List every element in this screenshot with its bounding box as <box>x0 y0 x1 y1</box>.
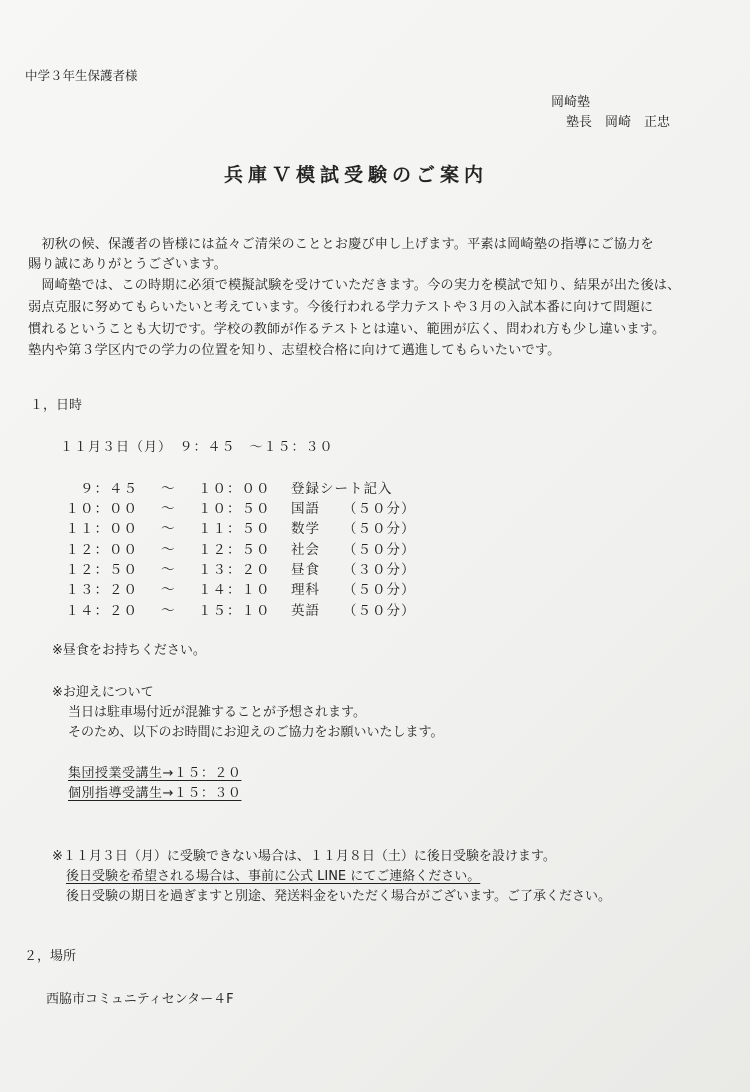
subject: 登録シート記入 <box>291 481 393 497</box>
intro-line: 塾内や第３学区内での学力の位置を知り、志望校合格に向けて邁進してもらいたいです。 <box>28 343 561 358</box>
duration: （３０分） <box>343 562 416 578</box>
end-time: １１：５０ <box>198 521 271 537</box>
section-heading-datetime: １，日時 <box>30 398 83 413</box>
pickup-heading: ※お迎えについて <box>52 685 154 700</box>
schedule-row <box>58 517 418 537</box>
end-time: １２：５０ <box>198 542 271 558</box>
intro-line: 弱点克服に努めてもらいたいと考えています。今後行われる学力テストや３月の入試本番に向けて問題に <box>28 300 654 315</box>
end-time: １０：５０ <box>198 501 271 517</box>
subject: 昼食 <box>291 562 320 578</box>
start-time: １１：００ <box>65 521 138 537</box>
organization-name: 岡崎塾 <box>551 95 591 110</box>
tilde: ～ <box>161 501 176 517</box>
intro-line: 岡崎塾では、この時期に必須で模擬試験を受けていただきます。今の実力を模試で知り、結果が出た後は、 <box>28 278 681 293</box>
duration: （５０分） <box>343 501 416 517</box>
end-time: １５：１０ <box>198 603 271 619</box>
subject: 国語 <box>291 501 320 517</box>
tilde: ～ <box>161 521 176 537</box>
makeup-exam-note: ※１１月３日（月）に受験できない場合は、１１月８日（土）に後日受験を設けます。 <box>52 849 556 864</box>
subject: 英語 <box>291 603 320 619</box>
intro-line: 初秋の候、保護者の皆様には益々ご清栄のこととお慶び申し上げます。平素は岡崎塾の指導にご協力を <box>28 237 654 252</box>
subject: 数学 <box>291 521 320 537</box>
tilde: ～ <box>161 481 176 497</box>
end-time: １０：００ <box>198 481 271 497</box>
duration: （５０分） <box>343 521 416 537</box>
duration: （５０分） <box>343 603 416 619</box>
start-time: １４：２０ <box>65 603 138 619</box>
duration: （５０分） <box>343 542 416 558</box>
start-time: １２：００ <box>65 542 138 558</box>
schedule-row <box>58 578 418 598</box>
pickup-note: そのため、以下のお時間にお迎えのご協力をお願いいたします。 <box>68 725 444 740</box>
makeup-exam-contact: 後日受験を希望される場合は、事前に公式 LINE にてご連絡ください。 <box>66 869 481 884</box>
tilde: ～ <box>161 603 176 619</box>
tilde: ～ <box>161 562 176 578</box>
sender-name: 塾長 岡崎 正忠 <box>566 115 671 130</box>
schedule-row <box>58 558 418 578</box>
start-time: １２：５０ <box>65 562 138 578</box>
intro-line: 慣れるということも大切です。学校の教師が作るテストとは違い、範囲が広く、問われ方も少し違います。 <box>28 322 666 337</box>
start-time: １３：２０ <box>65 582 138 598</box>
end-time: １３：２０ <box>198 562 271 578</box>
start-time: １０：００ <box>65 501 138 517</box>
end-time: １４：１０ <box>198 582 271 598</box>
schedule-row <box>58 497 418 517</box>
pickup-time-individual: 個別指導受講生→１５：３０ <box>68 786 242 801</box>
lunch-note: ※昼食をお持ちください。 <box>52 643 206 658</box>
schedule-row <box>58 599 418 619</box>
start-time: ９：４５ <box>80 481 138 497</box>
subject: 理科 <box>291 582 320 598</box>
intro-line: 賜り誠にありがとうございます。 <box>28 257 228 272</box>
schedule-row <box>58 477 418 497</box>
exam-date: １１月３日（月） ９：４５ ～１５：３０ <box>60 440 334 455</box>
tilde: ～ <box>161 582 176 598</box>
page-title: 兵庫Ｖ模試受験のご案内 <box>224 164 489 186</box>
schedule-row <box>58 538 418 558</box>
makeup-exam-fee-note: 後日受験の期日を過ぎますと別途、発送料金をいただく場合がございます。ご了承ください。 <box>66 889 611 904</box>
location: 西脇市コミュニティセンター４F <box>46 992 234 1007</box>
recipient: 中学３年生保護者様 <box>25 68 138 83</box>
pickup-note: 当日は駐車場付近が混雑することが予想されます。 <box>68 705 366 720</box>
pickup-time-group: 集団授業受講生→１５：２０ <box>68 766 242 781</box>
subject: 社会 <box>291 542 320 558</box>
duration: （５０分） <box>343 582 416 598</box>
tilde: ～ <box>161 542 176 558</box>
section-heading-location: ２，場所 <box>24 949 77 964</box>
